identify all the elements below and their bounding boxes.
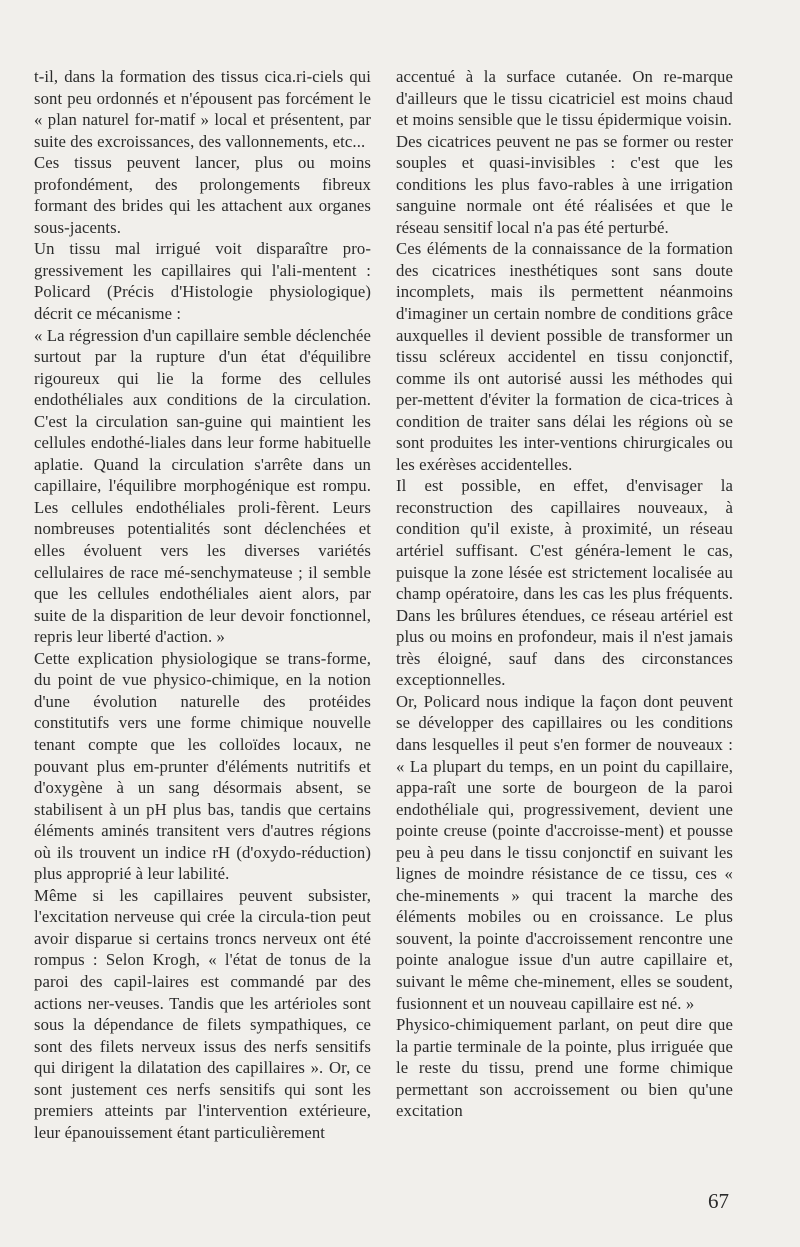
paragraph: t-il, dans la formation des tissus cica.ri-ciels qui sont peu ordonnés et n'épousent pas forcément le « plan naturel for-matif » local et présentent, par suite des excroissances, des vallonnements, etc... [34,67,371,151]
quotation-paragraph: « La régression d'un capillaire semble déclenchée surtout par la rupture d'un état d'équilibre rigoureux qui lie la forme des cellules endothéliales aux conditions de la circulation. C'est la circulation san-guine qui maintient les cellules endothé-liales dans leur forme habituelle aplatie. Quand la circulation s'arrête dans un capillaire, l'équilibre morphogénique est rompu. Les cellules endothéliales proli-fèrent. Leurs nombreuses potentialités sont déclenchées et elles évoluent vers les diverses variétés cellulaires de race mé-senchymateuse ; il semble que les cellules endothéliales aient alors, par suite de la disparition de leur devoir fonctionnel, repris leur liberté d'action. » [34,325,371,647]
paragraph: Or, Policard nous indique la façon dont peuvent se développer des capillaires ou les conditions dans lesquelles il peut s'en former de nouveaux : « La plupart du temps, en un point du capillaire, appa-raît une sorte de bourgeon de la paroi endothéliale qui, progressivement, devient une pointe creuse (pointe d'accroisse-ment) et pousse peu à peu dans le tissu conjonctif en suivant les lignes de moindre résistance de ce tissu, ces « che-minements » qui tracent la marche des éléments mobiles ou en croissance. Le plus souvent, la pointe d'accroissement rencontre une pointe analogue issue d'un autre capillaire et, suivant le même che-minement, elles se soudent, fusionnent et un nouveau capillaire est né. » [396,691,733,1013]
paragraph: Un tissu mal irrigué voit disparaître pro-gressivement les capillaires qui l'ali-mentent : Policard (Précis d'Histologie physiologique) décrit ce mécanisme : [34,239,371,324]
paragraph: accentué à la surface cutanée. On re-marque d'ailleurs que le tissu cicatriciel est moins chaud et moins sensible que le tissu épidermique voisin. [396,67,733,130]
paragraph: Des cicatrices peuvent ne pas se former ou rester souples et quasi-invisibles : c'est que les conditions les plus favo-rables à une irrigation sanguine normale ont été réalisées et que le réseau sensitif local n'a pas été perturbé. [396,131,733,237]
paragraph: Il est possible, en effet, d'envisager la reconstruction des capillaires nouveaux, à condition qu'il existe, à proximité, un réseau artériel suffisant. C'est généra-lement le cas, puisque la zone lésée est strictement localisée au champ opératoire, dans les cas les plus fréquents. Dans les brûlures étendues, ce réseau artériel est plus ou moins en profondeur, mais il n'est jamais très éloigné, sauf dans des circonstances exceptionnelles. [396,476,733,690]
paragraph: Même si les capillaires peuvent subsister, l'excitation nerveuse qui crée la circula-tion peut avoir disparue si certains troncs nerveux ont été rompus : Selon Krogh, « l'état de tonus de la paroi des capil-laires est commandé par des actions ner-veuses. Tandis que les artérioles sont sous la dépendance de filets sympathiques, ce sont des filets nerveux issus des nerfs sensitifs qui dirigent la dilatation des capillaires ». Or, ce sont justement ces nerfs sensitifs qui sont les premiers atteints par l'intervention extérieure, leur épanouissement étant particulièrement [34,885,371,1142]
page-number: 67 [708,1189,729,1213]
left-text-column [34,66,371,1143]
paragraph: Ces tissus peuvent lancer, plus ou moins profondément, des prolongements fibreux formant des brides qui les attachent aux organes sous-jacents. [34,153,371,237]
paragraph: Physico-chimiquement parlant, on peut dire que la partie terminale de la pointe, plus irriguée que le reste du tissu, prend une forme chimique permettant son accroissement ou bien qu'une excitation [396,1015,733,1121]
paragraph: Cette explication physiologique se trans-forme, du point de vue physico-chimique, en la notion d'une évolution naturelle des protéides constitutifs vers une forme chimique nouvelle tenant compte que les colloïdes locaux, ne pouvant plus em-prunter d'éléments nutritifs et d'oxygène à un sang désormais absent, se stabilisent à un pH plus bas, tandis que certains éléments aminés transitent vers d'autres régions où ils trouvent un indice rH (d'oxydo-réduction) plus approprié à leur labilité. [34,648,371,884]
paragraph: Ces éléments de la connaissance de la formation des cicatrices inesthétiques sont sans doute incomplets, mais ils permettent néanmoins d'imaginer un certain nombre de conditions grâce auxquelles il devient possible de transformer un tissu scléreux accidentel en tissu conjonctif, comme ils ont autorisé aussi les méthodes qui per-mettent d'éviter la formation de cica-trices à condition de traiter sans délai les régions où se sont produites les inter-ventions chirurgicales ou les exérèses accidentelles. [396,239,733,474]
right-text-column [396,66,733,1122]
